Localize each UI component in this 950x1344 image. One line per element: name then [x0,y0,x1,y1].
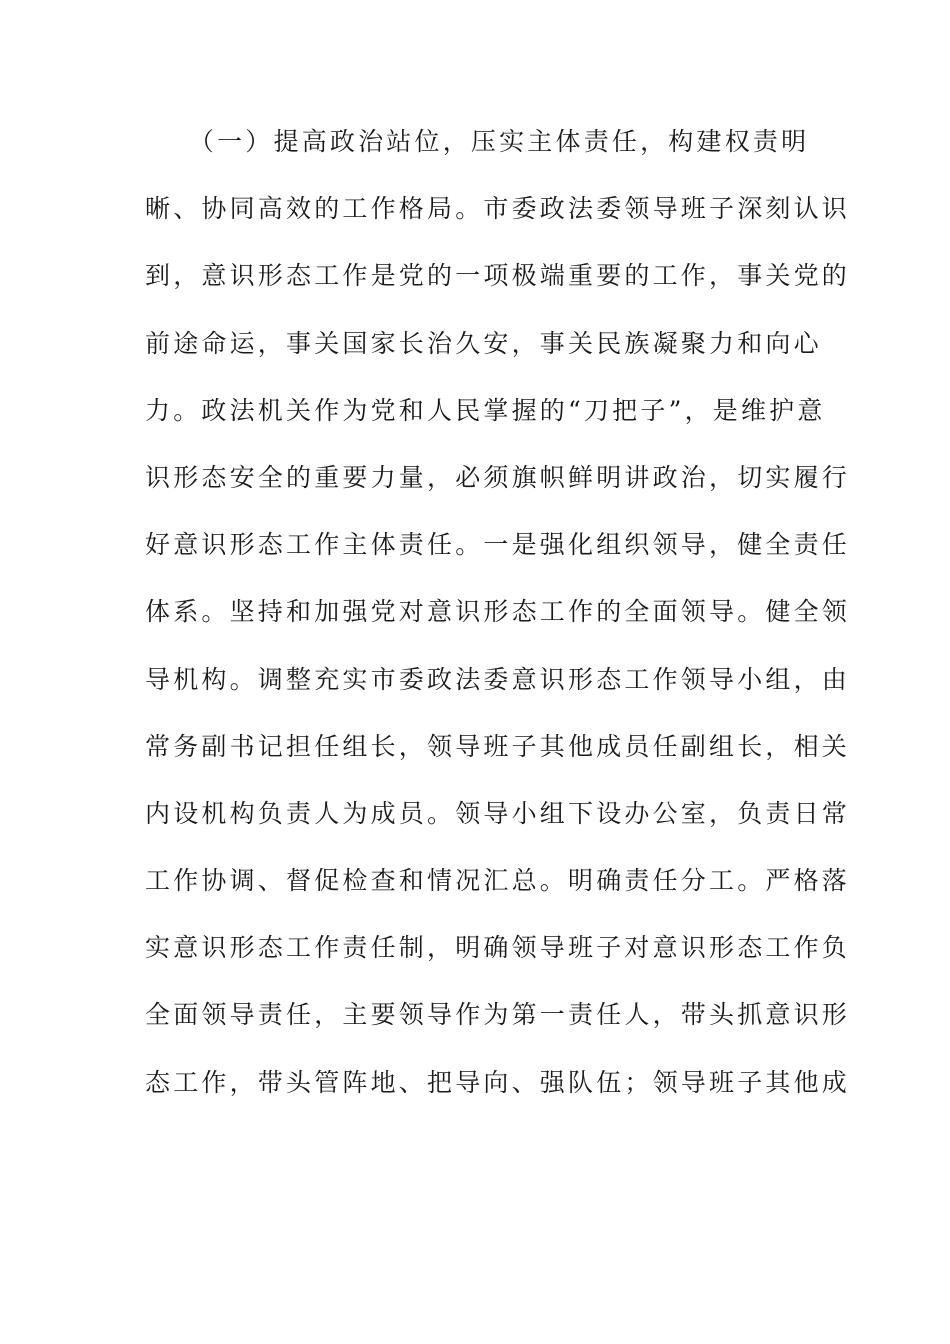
paragraph-line: 实意识形态工作责任制，明确领导班子对意识形态工作负 [145,933,851,963]
paragraph-line: 好意识形态工作主体责任。一是强化组织领导，健全责任 [145,530,851,560]
paragraph-line: 全面领导责任，主要领导作为第一责任人，带头抓意识形 [145,1000,851,1030]
paragraph-line: 晰、协同高效的工作格局。市委政法委领导班子深刻认识 [145,194,851,224]
paragraph-line: 导机构。调整充实市委政法委意识形态工作领导小组，由 [145,664,851,694]
paragraph-line: 常务副书记担任组长，领导班子其他成员任副组长，相关 [145,731,851,761]
paragraph-line: 前途命运，事关国家长治久安，事关民族凝聚力和向心 [145,328,822,358]
body-paragraph [145,117,851,1125]
paragraph-line: 力。政法机关作为党和人民掌握的“刀把子”，是维护意 [145,395,826,425]
paragraph-line: 到，意识形态工作是党的一项极端重要的工作，事关党的 [145,261,851,291]
paragraph-line: 识形态安全的重要力量，必须旗帜鲜明讲政治，切实履行 [145,462,851,492]
paragraph-line: （一）提高政治站位，压实主体责任，构建权责明 [145,127,810,156]
paragraph-line: 体系。坚持和加强党对意识形态工作的全面领导。健全领 [145,597,851,627]
paragraph-line: 态工作，带头管阵地、把导向、强队伍；领导班子其他成 [145,1067,851,1097]
paragraph-line: 内设机构负责人为成员。领导小组下设办公室，负责日常 [145,798,851,828]
paragraph-line: 工作协调、督促检查和情况汇总。明确责任分工。严格落 [145,866,851,896]
